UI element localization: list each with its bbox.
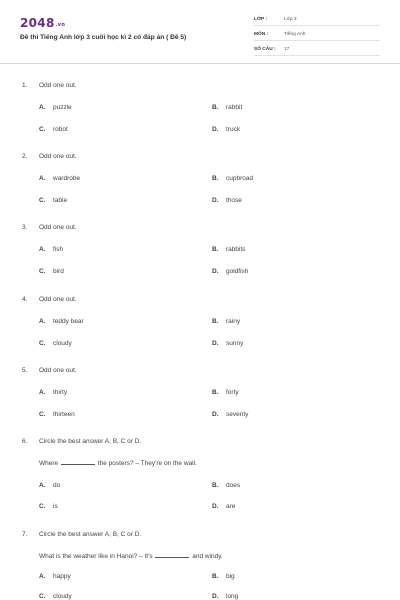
- question-text: Odd one out.: [39, 367, 77, 374]
- question-number: 1.: [22, 82, 28, 89]
- option-b[interactable]: B. cupbroad: [212, 175, 254, 182]
- question-text: Odd one out.: [39, 82, 77, 89]
- option-b[interactable]: B. rabbits: [212, 246, 246, 253]
- option-a[interactable]: A. puzzle: [39, 104, 72, 111]
- meta-label: LỚP :: [254, 17, 268, 22]
- answer-blank[interactable]: [155, 553, 189, 558]
- question-text: Odd one out.: [39, 296, 77, 303]
- option-c[interactable]: C. robot: [39, 126, 68, 133]
- option-c[interactable]: C. cloudy: [39, 340, 72, 347]
- option-a[interactable]: A. wardrobe: [39, 175, 81, 182]
- header: [0, 0, 400, 64]
- meta-value: Lớp 3: [284, 17, 297, 22]
- option-c[interactable]: C. is: [39, 503, 58, 510]
- meta-label: MÔN :: [254, 32, 269, 37]
- option-d[interactable]: D. long: [212, 593, 239, 600]
- question-number: 7.: [22, 531, 28, 538]
- question-number: 4.: [22, 296, 28, 303]
- option-d[interactable]: D. sunny: [212, 340, 244, 347]
- meta-label: SỐ CÂU :: [254, 47, 276, 52]
- question-number: 3.: [22, 224, 28, 231]
- option-b[interactable]: B. does: [212, 482, 241, 489]
- option-c[interactable]: C. cloudy: [39, 593, 72, 600]
- option-d[interactable]: D. those: [212, 197, 242, 204]
- option-d[interactable]: D. truck: [212, 126, 241, 133]
- option-b[interactable]: B. rainy: [212, 318, 241, 325]
- meta-subject: [254, 29, 380, 41]
- option-d[interactable]: D. goldfish: [212, 268, 249, 275]
- page-title: Đề thi Tiếng Anh lớp 3 cuối học kì 2 có đáp án ( Đề 5): [20, 34, 187, 41]
- option-b[interactable]: B. big: [212, 573, 235, 580]
- meta-value: Tiếng Anh: [284, 32, 306, 37]
- question-sentence: What is the weather like in Hanoi? – It's and windy.: [39, 553, 223, 560]
- question-number: 5.: [22, 367, 28, 374]
- question-text: Circle the best answer A, B, C or D.: [39, 531, 142, 538]
- answer-blank[interactable]: [61, 460, 95, 465]
- meta-class: [254, 14, 380, 26]
- question-text: Circle the best answer A, B, C or D.: [39, 438, 142, 445]
- option-a[interactable]: A. happy: [39, 573, 71, 580]
- meta-question-count: [254, 44, 380, 56]
- question-text: Odd one out.: [39, 153, 77, 160]
- meta-value: 17: [284, 47, 290, 52]
- option-a[interactable]: A. do: [39, 482, 61, 489]
- question-number: 6.: [22, 438, 28, 445]
- option-c[interactable]: C. bird: [39, 268, 64, 275]
- question-number: 2.: [22, 153, 28, 160]
- question-sentence: Where the posters? – They're on the wall.: [39, 460, 197, 467]
- option-b[interactable]: B. rabbit: [212, 104, 243, 111]
- option-a[interactable]: A. fish: [39, 246, 64, 253]
- option-d[interactable]: D. are: [212, 503, 236, 510]
- option-c[interactable]: C. thirteen: [39, 411, 75, 418]
- option-a[interactable]: A. thirty: [39, 389, 68, 396]
- option-d[interactable]: D. seventy: [212, 411, 249, 418]
- option-a[interactable]: A. teddy bear: [39, 318, 84, 325]
- question-text: Odd one out.: [39, 224, 77, 231]
- site-logo[interactable]: 2048.vn: [20, 16, 66, 30]
- option-c[interactable]: C. table: [39, 197, 68, 204]
- option-b[interactable]: B. forty: [212, 389, 239, 396]
